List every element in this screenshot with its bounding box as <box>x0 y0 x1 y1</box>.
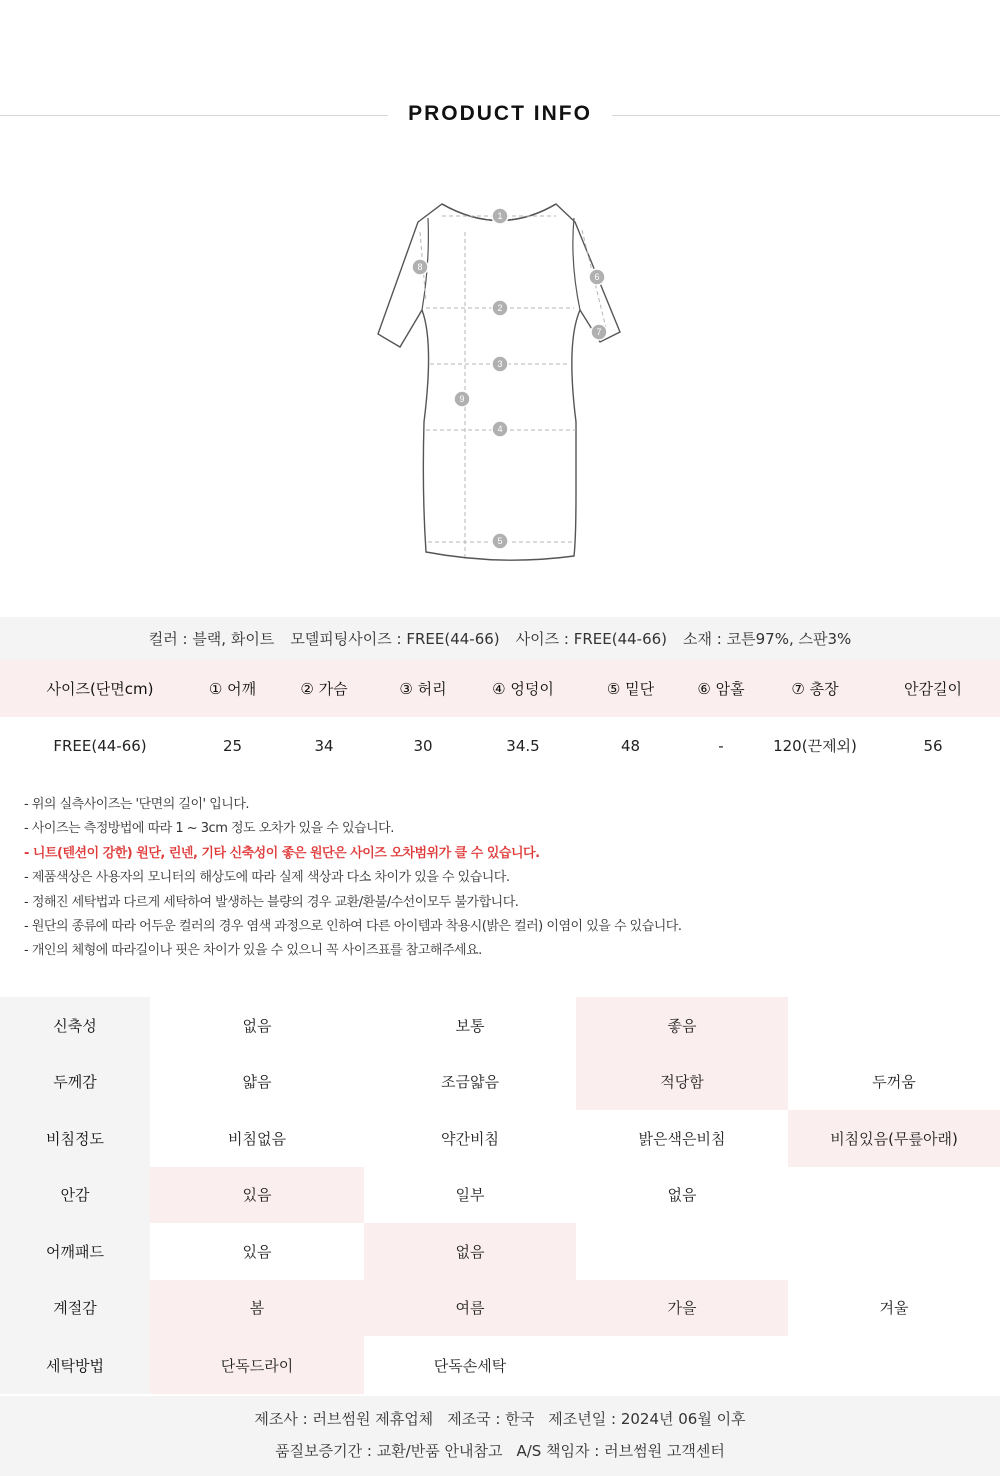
attr-row-thickness <box>0 1054 1000 1111</box>
attr-option: 약간비침 <box>441 1129 499 1148</box>
attr-option: 비침있음(무릎아래) <box>788 1110 1000 1167</box>
attr-option: 단독드라이 <box>150 1336 364 1394</box>
attr-row-sheerness <box>0 1110 1000 1167</box>
cell-hem: 48 <box>620 736 641 755</box>
note-item: - 사이즈는 측정방법에 따라 1 ~ 3cm 정도 오차가 있을 수 있습니다. <box>24 821 394 837</box>
attr-option <box>576 1336 788 1394</box>
as-label: A/S 책임자 : <box>516 1442 600 1460</box>
footer-row-manufacturer <box>0 1408 1000 1429</box>
attr-option: 겨울 <box>879 1299 909 1318</box>
title-divider-left <box>0 115 388 116</box>
cell-size: FREE(44-66) <box>53 736 147 755</box>
attr-option <box>576 1223 788 1280</box>
country-label: 제조국 : <box>447 1410 501 1428</box>
attr-option: 밝은색은비침 <box>638 1129 726 1148</box>
manufacturer-footer <box>0 1396 1000 1476</box>
attr-option: 여름 <box>364 1280 576 1337</box>
size-table <box>0 660 1000 774</box>
marker-8-label: 8 <box>417 262 423 272</box>
attr-label: 두께감 <box>0 1054 150 1111</box>
header-chest: ② 가슴 <box>265 660 383 717</box>
marker-4-label: 4 <box>497 424 503 434</box>
date-label: 제조년일 : <box>548 1410 617 1428</box>
dress-measurement-diagram <box>370 192 630 572</box>
marker-1-label: 1 <box>497 211 503 221</box>
header-armhole: ⑥ 암홀 <box>678 660 764 717</box>
attr-option: 두꺼움 <box>872 1073 916 1092</box>
header-shoulder: ① 어깨 <box>200 660 265 717</box>
attr-row-washing <box>0 1336 1000 1394</box>
size-table-header <box>0 660 1000 717</box>
cell-lining-length: 56 <box>923 736 943 755</box>
attr-option: 비침없음 <box>228 1129 286 1148</box>
note-item: - 위의 실측사이즈는 '단면의 길이' 입니다. <box>24 797 250 812</box>
attr-option: 좋음 <box>576 997 788 1054</box>
marker-5-label: 5 <box>497 536 503 546</box>
note-item-warning: - 니트(텐션이 강한) 원단, 린넨, 기타 신축성이 좋은 원단은 사이즈 오차범위가 클 수 있습니다. <box>24 845 540 861</box>
cell-waist: 30 <box>413 736 433 755</box>
header-lining-length: 안감길이 <box>866 660 1000 717</box>
attr-label: 세탁방법 <box>0 1336 150 1394</box>
title-divider-right <box>612 115 1000 116</box>
footer-row-warranty <box>0 1440 1000 1461</box>
header-length: ⑦ 총장 <box>764 660 866 717</box>
marker-7-label: 7 <box>596 327 602 337</box>
size-notes <box>24 793 984 964</box>
attr-option: 없음 <box>242 1016 272 1035</box>
cell-hip: 34.5 <box>506 736 540 755</box>
attr-option: 얇음 <box>242 1073 272 1092</box>
warranty-value: 교환/반품 안내참고 <box>376 1442 503 1460</box>
color-label: 컬러 : <box>148 630 188 648</box>
attr-option <box>788 1336 1000 1394</box>
marker-3-label: 3 <box>497 359 503 369</box>
attr-option: 보통 <box>455 1016 485 1035</box>
product-summary-bar <box>0 617 1000 660</box>
model-size-label: 모델피팅사이즈 : <box>290 630 402 648</box>
material-label: 소재 : <box>683 630 722 648</box>
attr-option: 단독손세탁 <box>433 1356 507 1375</box>
attr-option: 있음 <box>242 1242 272 1261</box>
attr-option: 없음 <box>364 1223 576 1280</box>
attr-option <box>788 1223 1000 1280</box>
material-value: 코튼97%, 스판3% <box>726 630 852 648</box>
marker-2-label: 2 <box>497 303 503 313</box>
note-item: - 제품색상은 사용자의 모니터의 해상도에 따라 실제 색상과 다소 차이가 있을 수 있습니다. <box>24 870 510 886</box>
header-size: 사이즈(단면cm) <box>0 660 200 717</box>
attr-option: 가을 <box>576 1280 788 1337</box>
attr-row-shoulder-pad <box>0 1223 1000 1280</box>
attr-option <box>788 997 1000 1054</box>
attr-option: 있음 <box>150 1167 364 1224</box>
maker-value: 러브썸원 제휴업체 <box>312 1410 434 1428</box>
attr-row-season <box>0 1280 1000 1337</box>
marker-6-label: 6 <box>594 272 600 282</box>
header-waist: ③ 허리 <box>383 660 463 717</box>
note-item: - 개인의 체형에 따라길이나 핏은 차이가 있을 수 있으니 꼭 사이즈표를 참고해주세요. <box>24 943 482 959</box>
attr-option: 봄 <box>150 1280 364 1337</box>
marker-9-label: 9 <box>459 394 465 404</box>
warranty-label: 품질보증기간 : <box>275 1442 372 1460</box>
country-value: 한국 <box>505 1410 535 1428</box>
cell-length: 120(끈제외) <box>773 737 857 755</box>
page-title: PRODUCT INFO <box>408 102 592 125</box>
size-value: FREE(44-66) <box>573 629 668 648</box>
header-hip: ④ 엉덩이 <box>463 660 583 717</box>
cell-shoulder: 25 <box>222 736 243 755</box>
attr-label: 어깨패드 <box>0 1223 150 1280</box>
measurement-markers <box>412 208 607 549</box>
as-value: 러브썸원 고객센터 <box>604 1442 725 1460</box>
dress-outline <box>378 204 620 560</box>
attr-label: 안감 <box>0 1167 150 1224</box>
attr-row-stretch <box>0 997 1000 1054</box>
color-value: 블랙, 화이트 <box>192 630 275 648</box>
model-size-value: FREE(44-66) <box>406 629 500 648</box>
attr-label: 신축성 <box>0 997 150 1054</box>
attr-label: 비침정도 <box>0 1110 150 1167</box>
fabric-attribute-table <box>0 997 1000 1394</box>
attr-option: 적당함 <box>576 1054 788 1111</box>
note-item: - 정해진 세탁법과 다르게 세탁하여 발생하는 블량의 경우 교환/환불/수선이모두 불가합니다. <box>24 894 519 910</box>
cell-armhole: - <box>718 736 724 755</box>
attr-option: 일부 <box>455 1186 485 1205</box>
section-title <box>0 100 1000 132</box>
attr-row-lining <box>0 1167 1000 1224</box>
table-row <box>0 717 1000 774</box>
cell-chest: 34 <box>314 736 334 755</box>
note-item: - 원단의 종류에 따라 어두운 컬러의 경우 염색 과정으로 인하여 다른 아이템과 착용시(밝은 컬러) 이염이 있을 수 있습니다. <box>24 919 682 935</box>
attr-option: 없음 <box>667 1186 697 1205</box>
attr-label: 계절감 <box>0 1280 150 1337</box>
header-hem: ⑤ 밑단 <box>583 660 678 717</box>
date-value: 2024년 06월 이후 <box>620 1410 746 1428</box>
attr-option: 조금얇음 <box>441 1073 499 1092</box>
maker-label: 제조사 : <box>254 1410 308 1428</box>
size-label: 사이즈 : <box>515 630 569 648</box>
attr-option <box>788 1167 1000 1224</box>
